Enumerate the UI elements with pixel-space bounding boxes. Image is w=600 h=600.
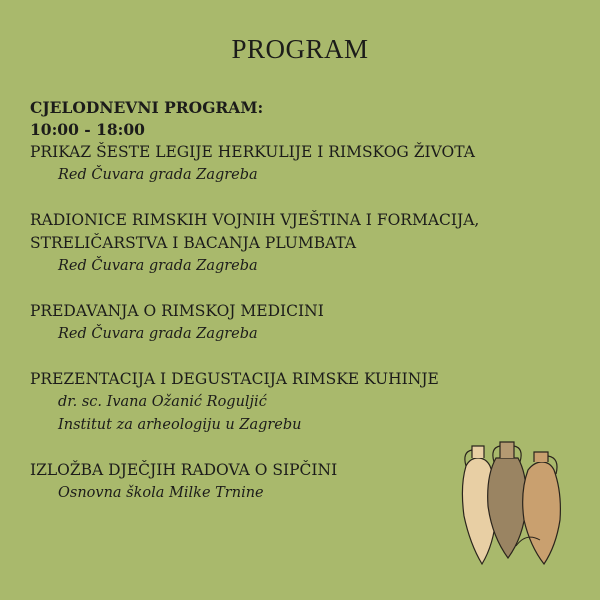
item-title: PREZENTACIJA I DEGUSTACIJA RIMSKE KUHINJE: [30, 370, 439, 388]
item-title: PREDAVANJA O RIMSKOJ MEDICINI: [30, 302, 324, 320]
item-title: STRELIČARSTVA I BACANJA PLUMBATA: [30, 234, 357, 252]
program-item: [30, 368, 570, 437]
program-item: [30, 209, 570, 278]
item-organizer: Red Čuvara grada Zagreba: [58, 258, 258, 274]
program-time: 10:00 - 18:00: [30, 120, 145, 139]
item-title: RADIONICE RIMSKIH VOJNIH VJEŠTINA I FORMACIJA,: [30, 211, 480, 229]
item-organizer: Institut za arheologiju u Zagrebu: [58, 417, 302, 433]
program-header: CJELODNEVNI PROGRAM:: [30, 98, 264, 117]
item-title: IZLOŽBA DJEČJIH RADOVA O SIPČINI: [30, 461, 338, 479]
item-organizer: Osnovna škola Milke Trnine: [58, 485, 264, 501]
program-item: [30, 300, 570, 346]
amphora-right-icon: [523, 452, 561, 564]
item-organizer: Red Čuvara grada Zagreba: [58, 167, 258, 183]
amphorae-icon: [456, 436, 566, 568]
item-organizer: Red Čuvara grada Zagreba: [58, 326, 258, 342]
item-organizer: dr. sc. Ivana Ožanić Roguljić: [58, 394, 267, 410]
page-title: PROGRAM: [231, 34, 369, 64]
program-item: [30, 141, 570, 187]
item-title: PRIKAZ ŠESTE LEGIJE HERKULIJE I RIMSKOG ŽIVOTA: [30, 143, 475, 161]
